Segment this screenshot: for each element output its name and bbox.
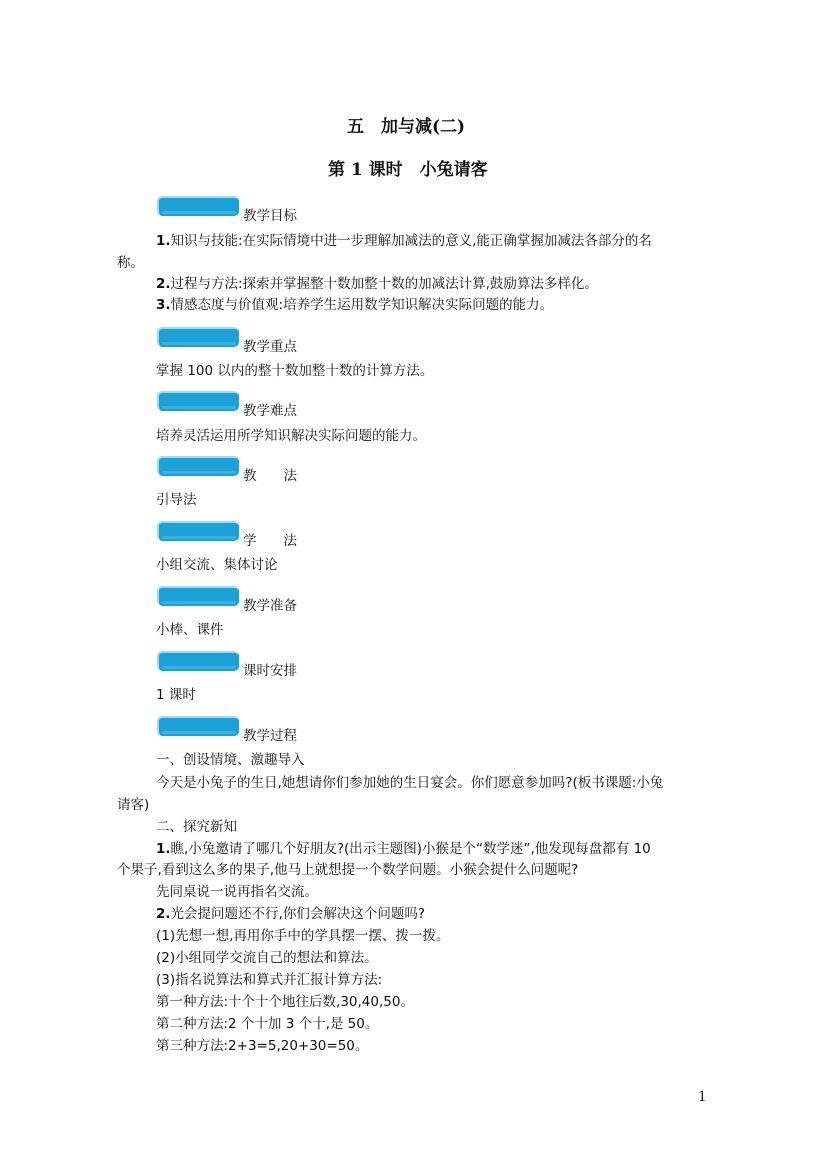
- difficulties-content: 培养灵活运用所学知识解决实际问题的能力。: [156, 428, 426, 444]
- goal-item-1: [156, 231, 652, 251]
- goal-item-1-text: 知识与技能:在实际情境中进一步理解加减法的意义,能正确掌握加减法各部分的名: [170, 233, 652, 249]
- key-points-content: 掌握 100 以内的整十数加整十数的计算方法。: [156, 363, 434, 379]
- learning-method-content: 小组交流、集体讨论: [156, 557, 278, 573]
- goal-item-1-continued: 称。: [117, 255, 144, 271]
- goal-item-2-number: 2.: [156, 276, 171, 292]
- section-label-schedule: 课时安排: [243, 663, 297, 679]
- section-label-teaching-method: 教 法: [243, 468, 297, 484]
- schedule-content: 1 课时: [156, 687, 196, 703]
- process-step2: [156, 904, 425, 924]
- process-sub-1: (1)先想一想,再用你手中的学具摆一摆、拨一拨。: [156, 928, 450, 944]
- process-step1-line1: [156, 839, 651, 859]
- section-badge: [157, 521, 239, 541]
- section-badge: [157, 196, 239, 216]
- unit-title: 五 加与减(二): [347, 117, 466, 137]
- section-badge: [157, 456, 239, 476]
- process-part1-line2: 请客): [117, 797, 150, 813]
- section-label-process: 教学过程: [243, 728, 297, 744]
- section-label-learning-method: 学 法: [243, 533, 297, 549]
- process-step1-number: 1.: [156, 841, 171, 857]
- section-badge: [157, 327, 239, 347]
- section-label-goals: 教学目标: [243, 208, 297, 224]
- goal-item-1-number: 1.: [156, 233, 171, 249]
- preparation-content: 小棒、课件: [156, 622, 224, 638]
- section-label-preparation: 教学准备: [243, 598, 297, 614]
- section-badge: [157, 391, 239, 411]
- section-badge: [157, 651, 239, 671]
- goal-item-3-number: 3.: [156, 297, 171, 313]
- process-method-2: 第二种方法:2 个十加 3 个十,是 50。: [156, 1016, 379, 1032]
- goal-item-2: [156, 274, 598, 294]
- process-step2-text: 光会提问题还不行,你们会解决这个问题吗?: [170, 906, 425, 922]
- page-number: 1: [698, 1089, 707, 1105]
- process-sub-3: (3)指名说算法和算式并汇报计算方法:: [156, 972, 383, 988]
- process-step1-text: 瞧,小兔邀请了哪几个好朋友?(出示主题图)小猴是个“数学迷”,他发现每盘都有 10: [170, 841, 651, 857]
- process-step1-line3: 先同桌说一说再指名交流。: [156, 884, 318, 900]
- section-badge: [157, 586, 239, 606]
- teaching-method-content: 引导法: [156, 492, 197, 508]
- process-part1-line1: 今天是小兔子的生日,她想请你们参加她的生日宴会。你们愿意参加吗?(板书课题:小兔: [156, 775, 664, 791]
- process-part2-heading: 二、探究新知: [156, 819, 237, 835]
- section-label-key-points: 教学重点: [243, 339, 297, 355]
- lesson-title: 第 1 课时 小兔请客: [328, 160, 488, 180]
- process-sub-2: (2)小组同学交流自己的想法和算法。: [156, 950, 378, 966]
- process-method-3: 第三种方法:2+3=5,20+30=50。: [156, 1038, 369, 1054]
- goal-item-3-text: 情感态度与价值观:培养学生运用数学知识解决实际问题的能力。: [170, 297, 554, 313]
- process-step1-line2: 个果子,看到这么多的果子,他马上就想提一个数学问题。小猴会提什么问题呢?: [117, 862, 579, 878]
- process-method-1: 第一种方法:十个十个地往后数,30,40,50。: [156, 994, 414, 1010]
- process-part1-heading: 一、创设情境、激趣导入: [156, 752, 305, 768]
- section-label-difficulties: 教学难点: [243, 403, 297, 419]
- goal-item-3: [156, 295, 553, 315]
- goal-item-2-text: 过程与方法:探索并掌握整十数加整十数的加减法计算,鼓励算法多样化。: [170, 276, 598, 292]
- section-badge: [157, 716, 239, 736]
- process-step2-number: 2.: [156, 906, 171, 922]
